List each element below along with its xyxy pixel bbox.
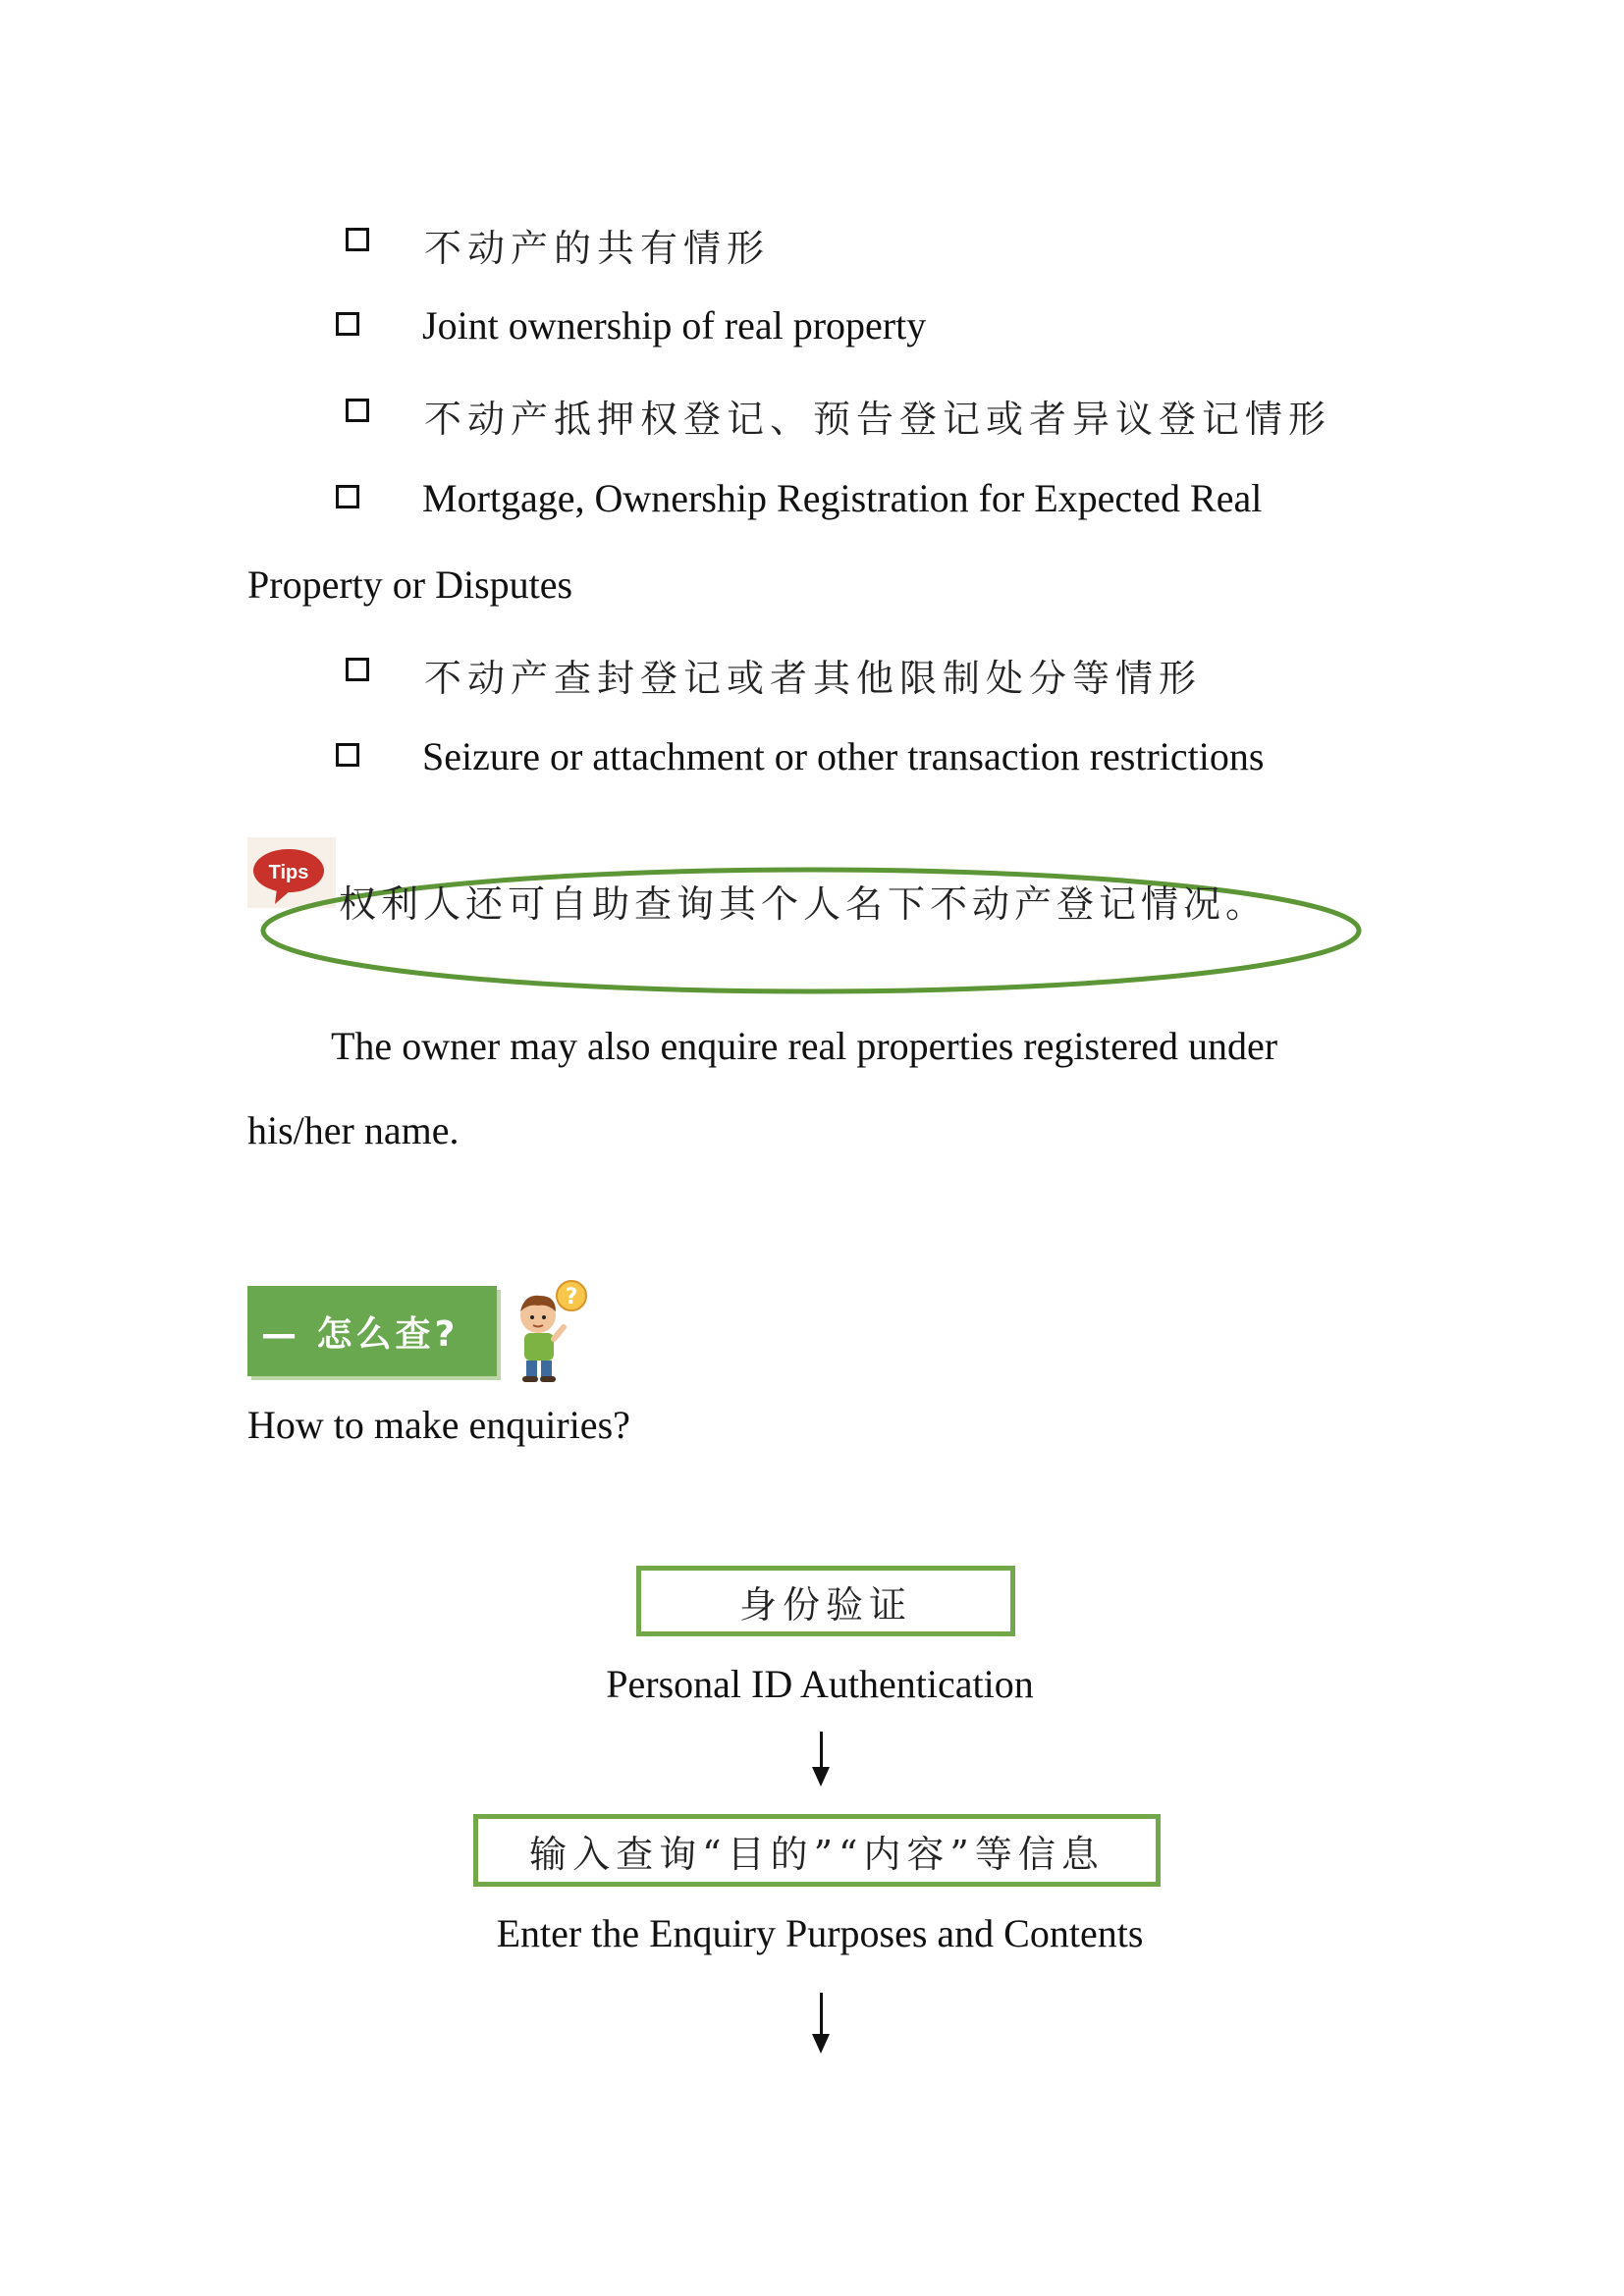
arrow-down-icon [812, 2034, 830, 2054]
flow-step-label-zh: 身份验证 [738, 1582, 912, 1627]
svg-text:?: ? [565, 1285, 578, 1309]
checklist-item-zh: 不动产的共有情形 [424, 227, 771, 270]
flow-step-enter-enquiry [473, 1814, 1161, 1887]
flow-step-label-zh: 输入查询“目的”“内容”等信息 [529, 1832, 1105, 1876]
flow-step-label-en: Enter the Enquiry Purposes and Contents [496, 1911, 1144, 1955]
flow-step-id-authentication [636, 1566, 1015, 1636]
checklist-item-zh: 不动产查封登记或者其他限制处分等情形 [424, 657, 1203, 700]
thinking-boy-icon [503, 1274, 591, 1384]
checkbox-joint-ownership-zh[interactable] [346, 228, 369, 251]
checklist-item-en-continued: Property or Disputes [247, 562, 573, 607]
checkbox-mortgage-en[interactable] [336, 485, 359, 508]
flow-arrow-line [820, 1993, 823, 2036]
tips-badge-label: Tips [268, 862, 309, 883]
section-banner-label: — 怎么查? [261, 1313, 460, 1355]
checklist-item-zh: 不动产抵押权登记、预告登记或者异议登记情形 [424, 398, 1332, 441]
flow-arrow-line [820, 1732, 823, 1769]
flow-step-label-en: Personal ID Authentication [606, 1662, 1034, 1706]
section-banner [247, 1286, 497, 1376]
section-heading-en: How to make enquiries? [247, 1403, 630, 1447]
checkbox-seizure-en[interactable] [336, 743, 359, 767]
checkbox-joint-ownership-en[interactable] [336, 312, 359, 336]
tips-text-en-line1: The owner may also enquire real properties registered under [331, 1024, 1278, 1068]
tips-text-zh: 权利人还可自助查询其个人名下不动产登记情况。 [339, 882, 1269, 926]
checkbox-mortgage-zh[interactable] [346, 399, 369, 422]
checklist-item-en: Mortgage, Ownership Registration for Expected Real [422, 476, 1263, 520]
checkbox-seizure-zh[interactable] [346, 658, 369, 681]
arrow-down-icon [812, 1767, 830, 1787]
checklist-item-en: Seizure or attachment or other transaction restrictions [422, 734, 1265, 778]
checklist-item-en: Joint ownership of real property [422, 303, 927, 347]
tips-text-en-line2: his/her name. [247, 1108, 460, 1152]
